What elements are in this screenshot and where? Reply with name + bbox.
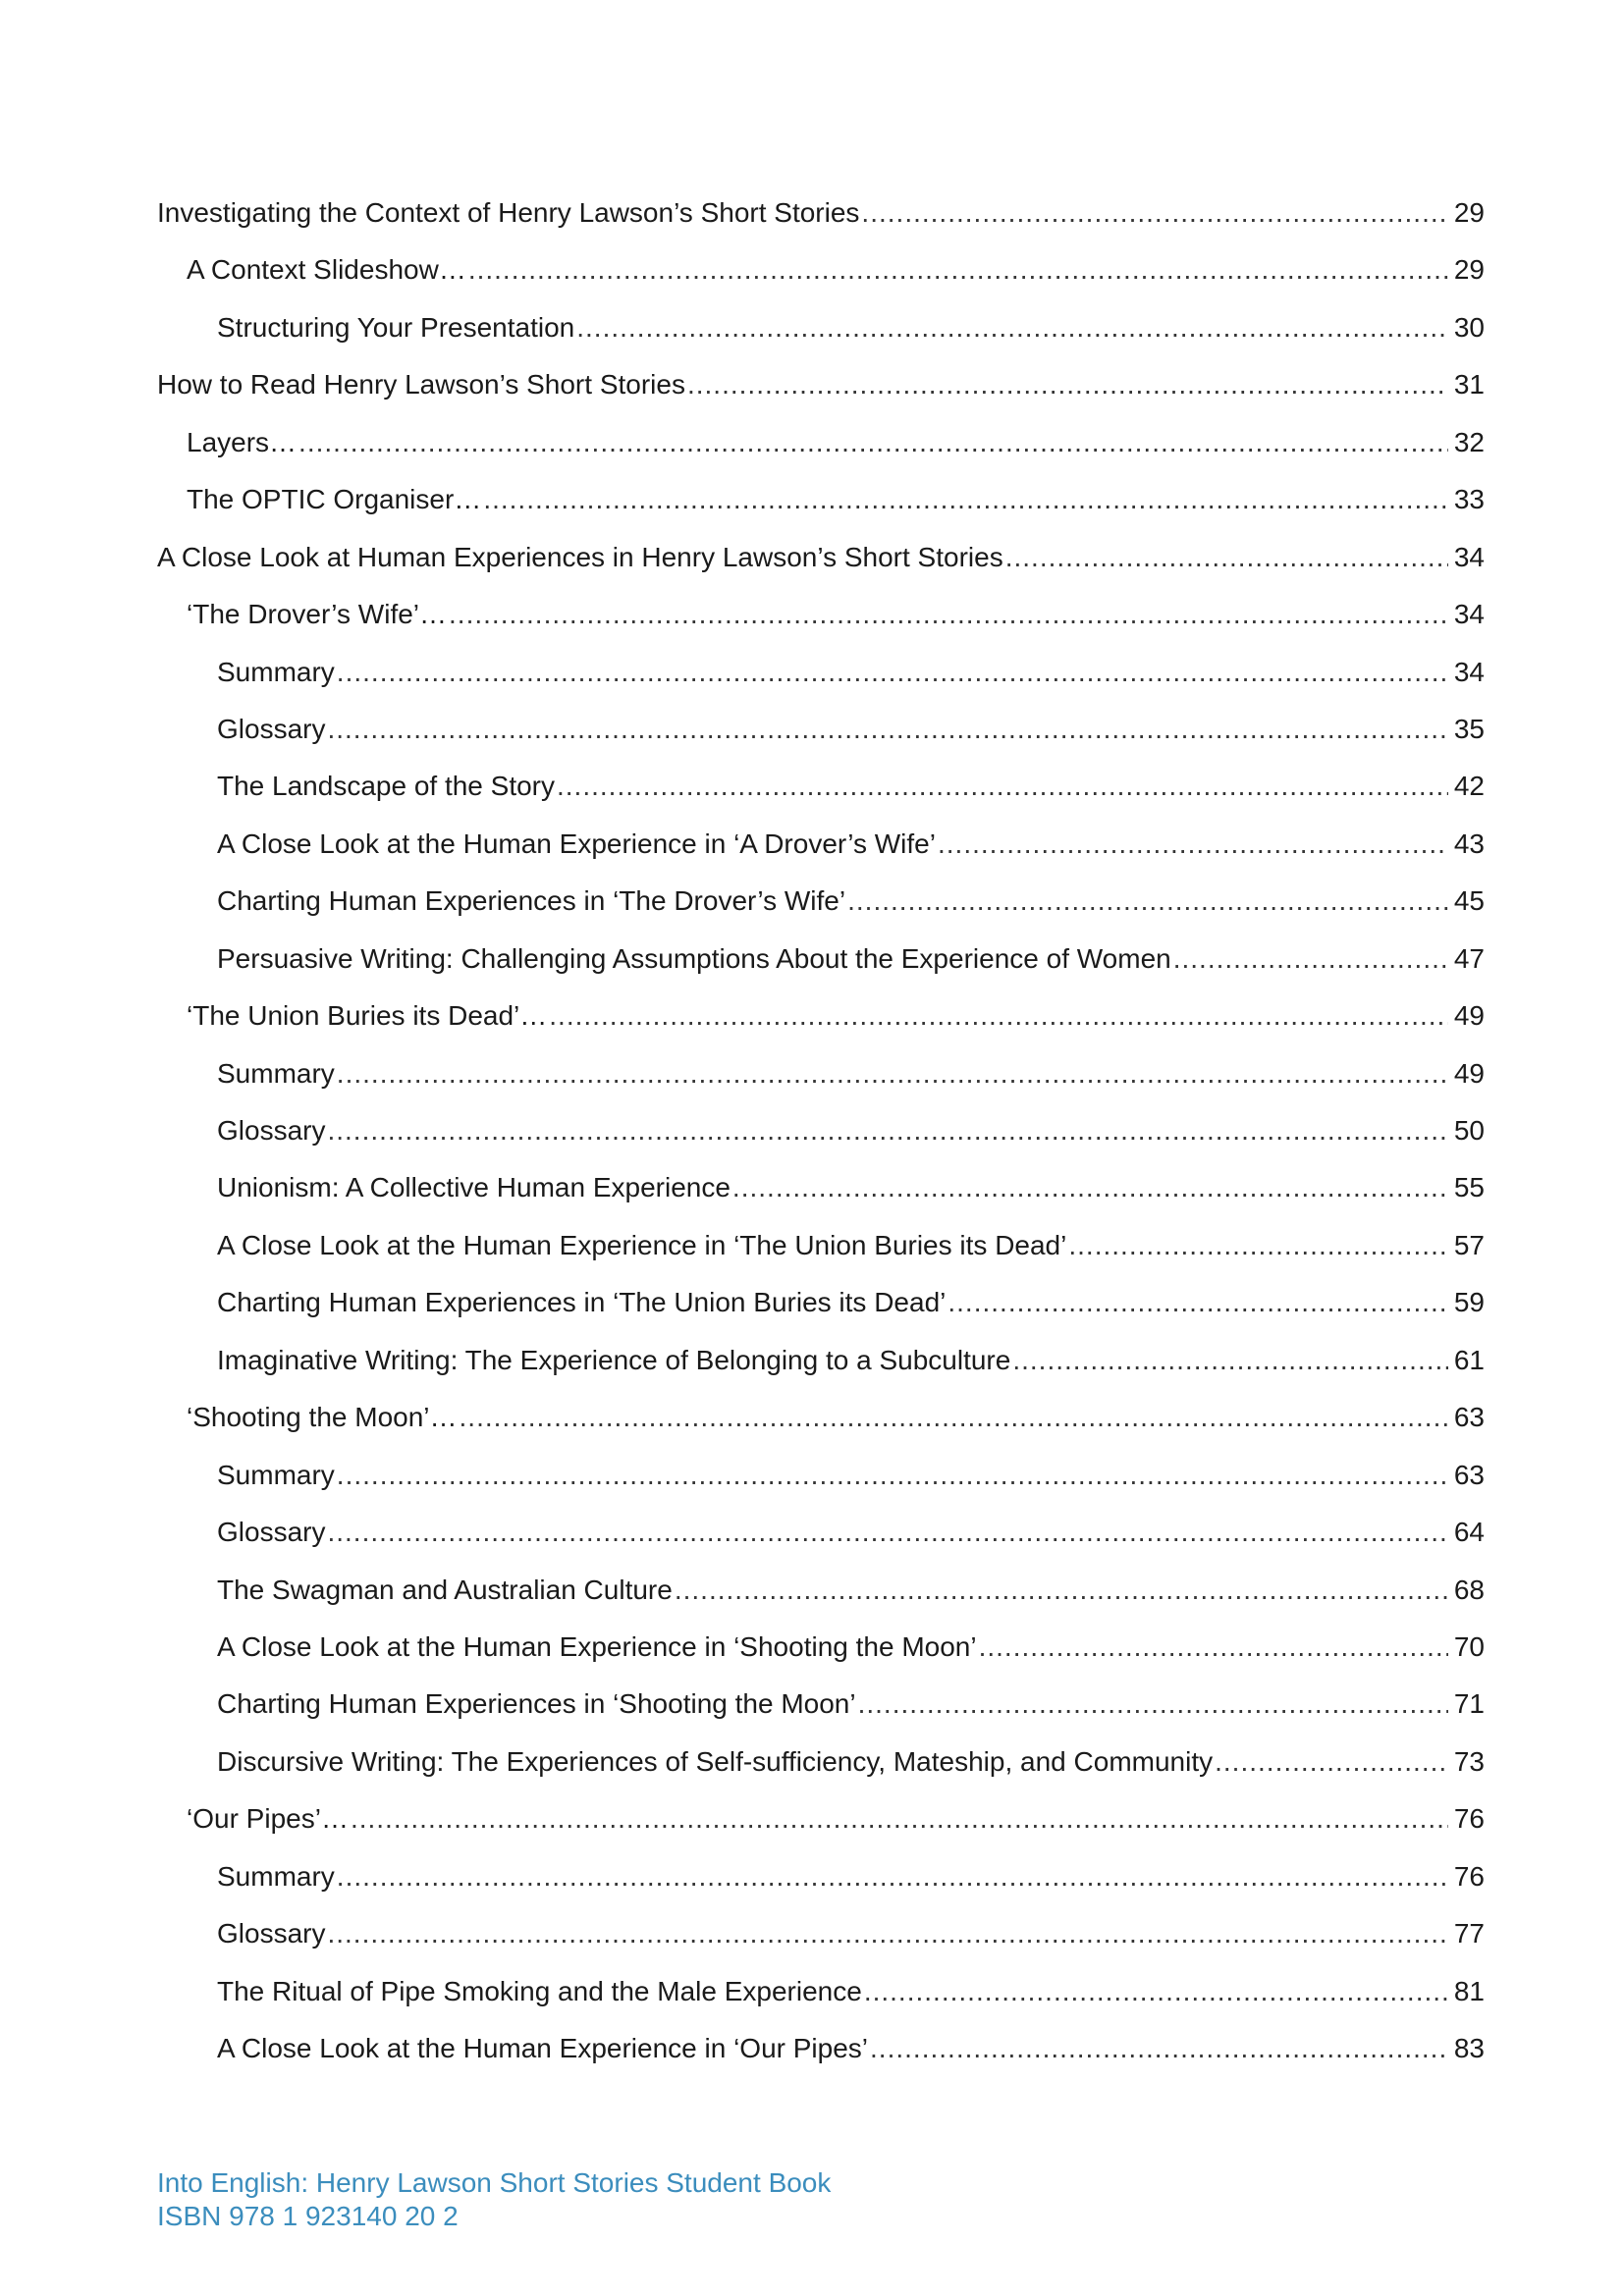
toc-entry-page-number: 55 <box>1453 1172 1485 1203</box>
toc-entry-title: Structuring Your Presentation <box>217 311 575 343</box>
toc-dot-leader <box>732 1168 1448 1207</box>
toc-entry-page-number: 73 <box>1453 1745 1485 1777</box>
toc-entry-page-number: 83 <box>1453 2033 1485 2063</box>
toc-dot-leader <box>549 996 1448 1036</box>
toc-entry-page-number: 34 <box>1453 656 1485 687</box>
toc-entry[interactable] <box>157 767 1485 824</box>
toc-entry[interactable] <box>157 250 1485 307</box>
toc-entry-page-number: 59 <box>1453 1287 1485 1318</box>
toc-entry[interactable] <box>157 1914 1485 1971</box>
toc-dot-leader <box>460 1398 1448 1437</box>
toc-entry[interactable] <box>157 1054 1485 1111</box>
toc-entry-title: The Swagman and Australian Culture <box>217 1574 673 1605</box>
toc-entry-title: Summary <box>217 656 335 687</box>
toc-entry-page-number: 68 <box>1453 1574 1485 1605</box>
toc-dot-leader <box>687 365 1448 404</box>
toc-dot-leader <box>1005 538 1448 577</box>
toc-entry-page-number: 76 <box>1453 1860 1485 1892</box>
toc-entry-title: A Close Look at the Human Experience in ‘The Union Buries its Dead’ <box>217 1229 1067 1260</box>
toc-entry-title: How to Read Henry Lawson’s Short Stories <box>157 369 685 400</box>
toc-entry[interactable] <box>157 1571 1485 1628</box>
toc-entry[interactable] <box>157 1168 1485 1225</box>
toc-entry-title: Charting Human Experiences in ‘The Union Buries its Dead’ <box>217 1287 947 1318</box>
toc-entry-page-number: 34 <box>1453 541 1485 572</box>
toc-entry-page-number: 35 <box>1453 713 1485 744</box>
toc-dot-leader <box>1012 1341 1448 1380</box>
toc-entry[interactable] <box>157 365 1485 422</box>
toc-entry-page-number: 63 <box>1453 1459 1485 1490</box>
toc-entry[interactable] <box>157 1111 1485 1168</box>
toc-entry-title: A Close Look at the Human Experience in ‘Shooting the Moon’ <box>217 1630 977 1662</box>
toc-entry[interactable] <box>157 1226 1485 1283</box>
toc-dot-leader <box>468 250 1448 290</box>
toc-entry-page-number: 30 <box>1453 311 1485 343</box>
toc-entry[interactable] <box>157 1684 1485 1741</box>
page-footer <box>157 2166 831 2233</box>
toc-entry-page-number: 57 <box>1453 1229 1485 1260</box>
toc-entry-page-number: 33 <box>1453 484 1485 515</box>
toc-entry-page-number: 76 <box>1453 1803 1485 1835</box>
toc-entry-title: Glossary <box>217 1918 326 1949</box>
toc-dot-leader <box>576 308 1448 347</box>
toc-dot-leader <box>327 1513 1448 1552</box>
toc-entry-page-number: 31 <box>1453 369 1485 400</box>
toc-dot-leader <box>947 1283 1448 1322</box>
toc-dot-leader <box>298 423 1448 462</box>
toc-dot-leader <box>557 767 1448 806</box>
toc-dot-leader <box>351 1799 1448 1839</box>
toc-entry[interactable] <box>157 538 1485 595</box>
toc-entry-page-number: 61 <box>1453 1344 1485 1375</box>
toc-entry-title: Summary <box>217 1459 335 1490</box>
toc-entry[interactable] <box>157 595 1485 652</box>
toc-entry-title: Glossary <box>217 1517 326 1548</box>
toc-entry-title: A Close Look at Human Experiences in Henry Lawson’s Short Stories <box>157 541 1003 572</box>
toc-entry[interactable] <box>157 939 1485 996</box>
toc-entry-page-number: 29 <box>1453 254 1485 286</box>
toc-entry[interactable] <box>157 1341 1485 1398</box>
toc-entry[interactable] <box>157 480 1485 537</box>
toc-entry-title: Discursive Writing: The Experiences of Self-sufficiency, Mateship, and Community <box>217 1745 1214 1777</box>
toc-entry-title: A Close Look at the Human Experience in ‘Our Pipes’ <box>217 2033 869 2063</box>
toc-entry-page-number: 50 <box>1453 1115 1485 1146</box>
toc-entry-title: Charting Human Experiences in ‘Shooting the Moon’ <box>217 1688 856 1720</box>
toc-entry-page-number: 49 <box>1453 1000 1485 1032</box>
toc-entry[interactable] <box>157 1857 1485 1914</box>
footer-isbn: ISBN 978 1 923140 20 2 <box>157 2201 459 2231</box>
toc-entry-title: A Context Slideshow… <box>187 254 466 286</box>
toc-entry-title: ‘Our Pipes’… <box>187 1803 349 1835</box>
toc-entry[interactable] <box>157 1398 1485 1455</box>
toc-dot-leader <box>337 1456 1448 1495</box>
toc-entry[interactable] <box>157 653 1485 710</box>
toc-dot-leader <box>847 881 1448 921</box>
toc-entry-title: Investigating the Context of Henry Lawson’s Short Stories <box>157 197 860 228</box>
toc-entry-page-number: 45 <box>1453 885 1485 917</box>
toc-dot-leader <box>938 825 1448 864</box>
toc-dot-leader <box>1068 1226 1448 1265</box>
toc-dot-leader <box>1215 1742 1448 1782</box>
toc-dot-leader <box>337 1857 1448 1896</box>
toc-entry-title: Unionism: A Collective Human Experience <box>217 1172 731 1203</box>
toc-dot-leader <box>870 2029 1448 2068</box>
toc-entry-page-number: 43 <box>1453 828 1485 859</box>
toc-entry-page-number: 77 <box>1453 1918 1485 1949</box>
toc-dot-leader <box>861 193 1448 233</box>
toc-entry[interactable] <box>157 423 1485 480</box>
toc-entry-title: Glossary <box>217 1115 326 1146</box>
toc-entry-title: ‘Shooting the Moon’… <box>187 1402 458 1433</box>
toc-entry-title: Imaginative Writing: The Experience of Belonging to a Subculture <box>217 1344 1011 1375</box>
toc-dot-leader <box>1173 939 1448 979</box>
toc-entry-page-number: 47 <box>1453 942 1485 974</box>
toc-entry-page-number: 32 <box>1453 426 1485 457</box>
toc-entry-title: A Close Look at the Human Experience in ‘A Drover’s Wife’ <box>217 828 936 859</box>
toc-entry[interactable] <box>157 1972 1485 2029</box>
toc-entry[interactable] <box>157 2029 1485 2086</box>
toc-entry-title: The Ritual of Pipe Smoking and the Male Experience <box>217 1975 862 2006</box>
toc-dot-leader <box>327 1111 1448 1150</box>
toc-entry-title: Persuasive Writing: Challenging Assumptions About the Experience of Women <box>217 942 1171 974</box>
toc-entry-title: Summary <box>217 1057 335 1089</box>
toc-entry-title: Charting Human Experiences in ‘The Drover’s Wife’ <box>217 885 846 917</box>
toc-entry-page-number: 81 <box>1453 1975 1485 2006</box>
toc-entry-page-number: 64 <box>1453 1517 1485 1548</box>
toc-entry-page-number: 71 <box>1453 1688 1485 1720</box>
toc-entry[interactable] <box>157 881 1485 938</box>
toc-dot-leader <box>327 1914 1448 1953</box>
toc-entry[interactable] <box>157 1283 1485 1340</box>
toc-entry-page-number: 49 <box>1453 1057 1485 1089</box>
toc-entry-page-number: 63 <box>1453 1402 1485 1433</box>
toc-dot-leader <box>449 595 1448 634</box>
toc-entry[interactable] <box>157 1799 1485 1856</box>
toc-entry-title: Glossary <box>217 713 326 744</box>
toc-dot-leader <box>337 653 1448 692</box>
toc-dot-leader <box>675 1571 1448 1610</box>
toc-entry[interactable] <box>157 825 1485 881</box>
toc-entry[interactable] <box>157 1628 1485 1684</box>
toc-entry[interactable] <box>157 710 1485 767</box>
toc-entry[interactable] <box>157 1742 1485 1799</box>
toc-entry-page-number: 42 <box>1453 771 1485 802</box>
toc-dot-leader <box>864 1972 1448 2011</box>
toc-entry-title: Summary <box>217 1860 335 1892</box>
toc-dot-leader <box>979 1628 1448 1667</box>
toc-entry[interactable] <box>157 1456 1485 1513</box>
toc-entry-page-number: 34 <box>1453 599 1485 630</box>
toc-dot-leader <box>858 1684 1448 1724</box>
toc-entry-page-number: 29 <box>1453 197 1485 228</box>
toc-dot-leader <box>483 480 1448 519</box>
toc-entry-page-number: 70 <box>1453 1630 1485 1662</box>
toc-dot-leader <box>337 1054 1448 1094</box>
toc-entry[interactable] <box>157 996 1485 1053</box>
toc-entry-title: Layers… <box>187 426 298 457</box>
toc-entry[interactable] <box>157 308 1485 365</box>
toc-entry-title: ‘The Union Buries its Dead’… <box>187 1000 548 1032</box>
toc-entry[interactable] <box>157 1513 1485 1570</box>
footer-book-title: Into English: Henry Lawson Short Stories Student Book <box>157 2167 832 2198</box>
table-of-contents <box>157 193 1485 2086</box>
toc-entry-title: ‘The Drover’s Wife’… <box>187 599 448 630</box>
toc-entry-title: The Landscape of the Story <box>217 771 555 802</box>
toc-dot-leader <box>327 710 1448 749</box>
toc-entry[interactable] <box>157 193 1485 250</box>
toc-entry-title: The OPTIC Organiser… <box>187 484 482 515</box>
